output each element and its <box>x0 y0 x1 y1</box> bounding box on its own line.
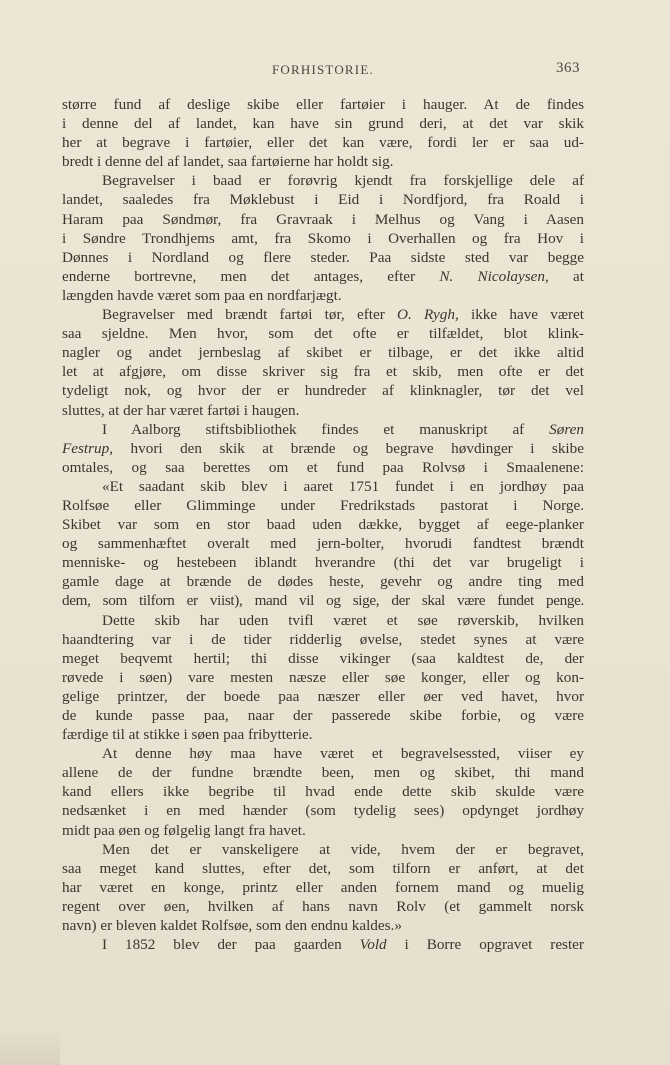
author-name: N. Nicolaysen, <box>439 267 549 285</box>
text-line: Haram paa Søndmør, fra Gravraak i Melhus og Vang i Aasen <box>62 210 584 228</box>
text-line: Festrup, hvori den skik at brænde og begrave høvdinger i skibe <box>62 439 584 457</box>
text-line: færdige til at stikke i søen paa fribytterie. <box>62 726 313 744</box>
author-name: O. Rygh, <box>397 306 459 324</box>
text-line: røvede i søen) vare mesten næsze eller søe konger, eller og kon- <box>62 668 584 686</box>
text-line: her at begrave i fartøier, eller det kan være, fordi ler er saa ud- <box>62 134 584 152</box>
text-line: meget beqvemt hertil; thi disse vikinger (saa kaldtest de, der <box>62 649 584 667</box>
text-line: I 1852 blev der paa gaarden Vold i Borre opgravet rester <box>102 936 584 954</box>
text-line: i denne del af landet, kan have sin grund deri, at det var skik <box>62 115 584 133</box>
text-line: menniske- og hestebeen iblandt hverandre (thi det var brugeligt i <box>62 554 584 572</box>
farm-name: Vold <box>359 936 387 954</box>
page-edge-shadow <box>0 1030 60 1065</box>
text-line: Begravelser med brændt fartøi tør, efter O. Rygh, ikke have været <box>102 306 584 324</box>
text-line: enderne bortrevne, men det antages, efter N. Nicolaysen, at <box>62 267 584 285</box>
text-line: nedsænket i en med hænder (som tydelig sees) opdynget jordhøy <box>62 802 584 820</box>
text-line: kand ellers ikke begribe til hvad ende dette skib skulde være <box>62 783 584 801</box>
text-line: omtales, og saa berettes om et fund paa Rolvsø i Smaalenene: <box>62 458 584 476</box>
text-line: dem, som tilforn er viist), mand vil og sige, der skal være fundet penge. <box>62 592 584 610</box>
text-line: længden havde været som paa en nordfarjægt. <box>62 286 342 304</box>
text-line: landet, saaledes fra Møklebust i Eid i Nordfjord, fra Roald i <box>62 191 584 209</box>
text-line: let at afgjøre, om disse skriver sig fra et skib, men ofte er det <box>62 363 584 381</box>
text-line: de kunde passe paa, naar der passerede skibe forbie, og være <box>62 707 584 724</box>
text-line: i Søndre Trondhjems amt, fra Skomo i Overhallen og fra Hov i <box>62 229 584 247</box>
text-line: og sammenhæftet overalt med jern-bolter, hvorudi fandtest brændt <box>62 535 584 553</box>
text-line: regent over øen, hvilken af hans navn Rolv (et gammelt norsk <box>62 897 584 915</box>
text-line: midt paa øen og følgelig langt fra havet. <box>62 821 306 839</box>
text-line: nagler og andet jernbeslag af skibet er tilbage, er det ikke altid <box>62 344 584 362</box>
text-line: Skibet var som en stor baad uden dække, bygget af eege-planker <box>62 516 584 534</box>
text-line: Begravelser i baad er forøvrig kjendt fra forskjellige dele af <box>102 172 584 190</box>
text-line: gelige printzer, der boede paa næszer eller øer ved havet, hvor <box>62 687 584 705</box>
running-head: FORHISTORIE. <box>272 62 374 77</box>
text-line: større fund af deslige skibe eller fartøier i hauger. At de findes <box>62 96 584 113</box>
text-line: Men det er vanskeligere at vide, hvem der er begravet, <box>102 840 584 858</box>
body-text <box>62 95 584 954</box>
text-line: At denne høy maa have været et begravelsessted, viiser ey <box>102 745 584 763</box>
text-line: gamle dage at brænde de dødes heste, gevehr og andre ting med <box>62 573 584 591</box>
text-line: Dette skib har uden tvifl været et søe røverskib, hvilken <box>102 611 584 629</box>
text-line: bredt i denne del af landet, saa fartøierne har holdt sig. <box>62 153 394 171</box>
page-number: 363 <box>556 60 580 76</box>
text-line: navn) er bleven kaldet Rolfsøe, som den endnu kaldes.» <box>62 917 402 935</box>
text-line: allene de der fundne brændte been, men og skibet, thi mand <box>62 764 584 782</box>
text-line: har været en konge, printz eller anden fornem mand og muelig <box>62 878 584 896</box>
text-line: «Et saadant skib blev i aaret 1751 fundet i en jordhøy paa <box>102 477 584 495</box>
text-line: haandtering var i de tider ridderlig øvelse, stedet synes at være <box>62 630 584 648</box>
author-name: Søren <box>549 420 584 438</box>
text-line: saa sjeldne. Men hvor, som det ofte er tilfældet, blot klink- <box>62 325 584 343</box>
author-name: Festrup, <box>62 439 114 457</box>
text-line: saa meget kand sluttes, efter det, som tilforn er anført, at det <box>62 859 584 877</box>
text-line: Dønnes i Nordland og flere steder. Paa sidste sted var begge <box>62 248 584 266</box>
text-line: sluttes, at der har været fartøi i haugen. <box>62 401 300 419</box>
text-line: tydeligt nok, og hvor der er hundreder af klinknagler, tør det vel <box>62 382 584 400</box>
text-line: Rolfsøe eller Glimminge under Fredrikstads pastorat i Norge. <box>62 496 584 514</box>
page-header <box>0 58 670 82</box>
text-line: I Aalborg stiftsbibliothek findes et manuskript af Søren <box>102 420 584 438</box>
